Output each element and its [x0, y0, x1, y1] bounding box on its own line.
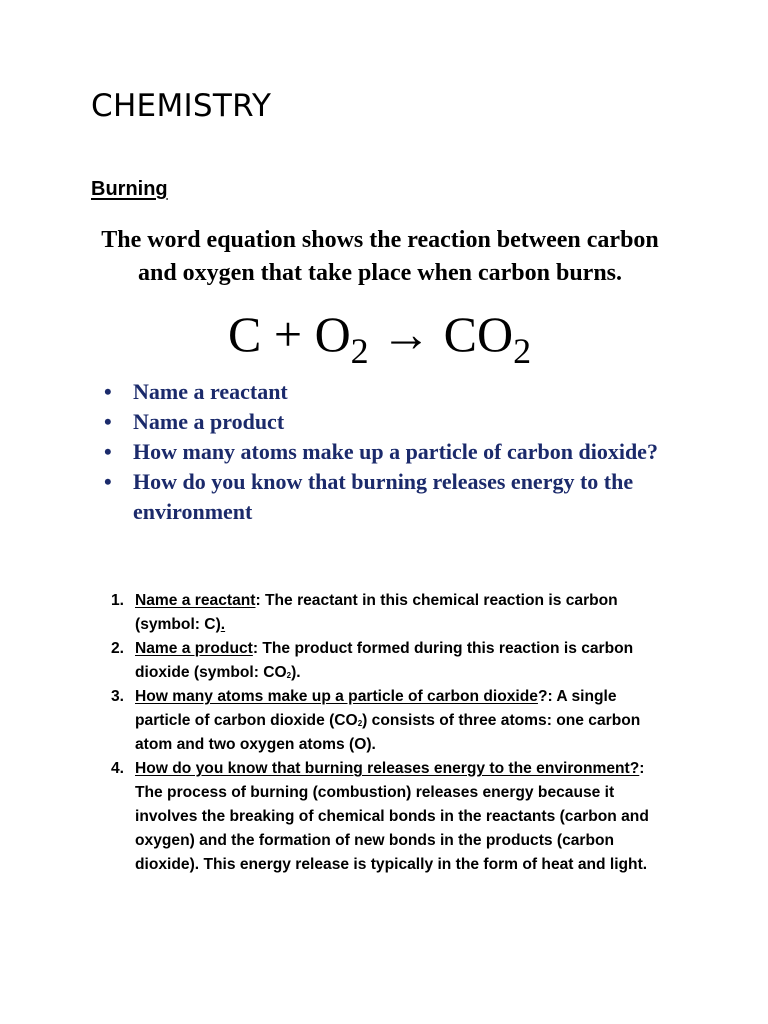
equation-product: CO — [443, 306, 514, 362]
answer-text: : The reactant in this chemical reaction is carbon (symbol: C) — [135, 592, 618, 633]
answer-item — [111, 589, 671, 637]
answer-heading: Name a reactant — [135, 592, 256, 609]
section-heading: Burning — [91, 178, 168, 200]
answer-item — [111, 637, 671, 685]
answer-subscript: 2 — [286, 671, 292, 680]
question-text: How do you know that burning releases energy to the environment — [133, 469, 634, 524]
question-text: Name a reactant — [133, 379, 288, 404]
answer-text-end: ) consists of three atoms: one carbon atom and two oxygen atoms (O). — [135, 712, 641, 753]
answer-item — [111, 685, 671, 757]
answer-text: ?: A single particle of carbon dioxide (CO — [135, 688, 617, 729]
question-item — [104, 377, 684, 407]
answer-list — [111, 589, 671, 877]
equation-reactant-carbon: C — [228, 306, 262, 362]
answer-text: : The process of burning (combustion) releases energy because it involves the breaking of chemical bonds in the reactants (carbon and oxygen) and the formation of new bonds in the products (carbon dioxide). This energy release is typically in the form of heat and light. — [135, 760, 649, 873]
equation-arrow: → — [381, 306, 432, 362]
bullet: • — [104, 439, 112, 464]
answer-heading: How many atoms make up a particle of carbon dioxide — [135, 688, 538, 705]
bullet: • — [104, 379, 112, 404]
page-title: CHEMISTRY — [91, 88, 272, 124]
answer-number: 2. — [111, 640, 125, 657]
question-item — [104, 437, 684, 467]
answer-text-end: ). — [291, 664, 301, 681]
equation-product-subscript: 2 — [513, 331, 532, 371]
answer-number: 1. — [111, 592, 125, 609]
chemical-equation — [228, 304, 531, 369]
answer-period: . — [220, 616, 226, 633]
answer-text: : The product formed during this reaction is carbon dioxide (symbol: CO — [135, 640, 634, 681]
equation-plus: + — [273, 306, 303, 362]
answer-number: 4. — [111, 760, 125, 777]
equation-reactant-oxygen: O — [314, 306, 351, 362]
answer-number: 3. — [111, 688, 125, 705]
bullet: • — [104, 469, 112, 494]
answer-heading: How do you know that burning releases energy to the environment? — [135, 760, 640, 777]
question-text: Name a product — [133, 409, 285, 434]
answer-heading: Name a product — [135, 640, 253, 657]
answer-subscript: 2 — [357, 719, 363, 728]
answer-item — [111, 757, 671, 877]
intro-text: The word equation shows the reaction between carbon and oxygen that take place when carbon burns. — [101, 227, 659, 286]
question-item — [104, 407, 684, 437]
question-item — [104, 467, 684, 527]
question-list — [104, 377, 684, 527]
question-text: How many atoms make up a particle of carbon dioxide? — [133, 439, 658, 464]
bullet: • — [104, 409, 112, 434]
equation-oxygen-subscript: 2 — [350, 331, 369, 371]
